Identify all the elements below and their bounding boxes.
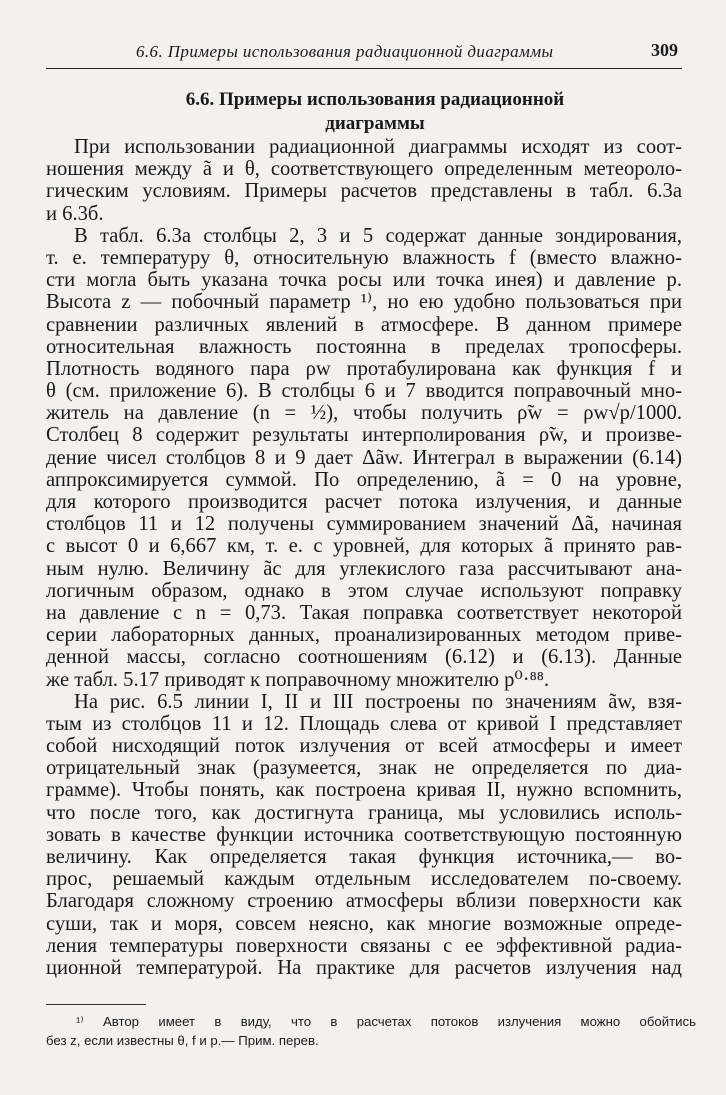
text-line: житель на давление (n = ½), чтобы получить ρ̃w = ρw√p/1000. — [46, 402, 682, 425]
running-head — [46, 40, 682, 69]
text-line: что после того, как достигнута граница, мы условились исполь- — [46, 801, 682, 824]
text-line: дение чисел столбцов 8 и 9 дает Δãw. Интеграл в выражении (6.14) — [46, 446, 682, 469]
text-line: т. е. температуру θ, относительную влажность f (вместо влажно- — [46, 246, 682, 269]
text-line: зовать в качестве функции источника соответствующую постоянную — [46, 823, 682, 846]
text-line: Благодаря сложному строению атмосферы вблизи поверхности как — [46, 890, 682, 913]
text-line: сти могла быть указана точка росы или точка инея) и давление p. — [46, 269, 682, 292]
text-line: с высот 0 и 6,667 км, т. е. с уровней, для которых ã принято рав- — [46, 535, 682, 558]
text-line: собой нисходящий поток излучения от всей атмосферы и имеет — [46, 735, 682, 758]
body-text — [46, 136, 682, 979]
footnote-rule — [46, 1004, 146, 1005]
text-line: ления температуры поверхности связаны с ее эффективной радиа- — [46, 934, 682, 957]
text-line: столбцов 11 и 12 получены суммированием значений Δã, начиная — [46, 513, 682, 536]
text-line: сравнении различных явлений в атмосфере. В данном примере — [46, 313, 682, 336]
text-line: ношения между ã и θ, соответствующего определенным метеороло- — [46, 158, 682, 181]
text-line: ционной температурой. На практике для расчетов излучения над — [46, 956, 682, 979]
text-line: денной массы, согласно соотношениям (6.12) и (6.13). Данные — [46, 646, 682, 669]
text-line: и 6.3б. — [46, 202, 104, 225]
footnote-line: без z, если известны θ, f и p.— Прим. перев. — [46, 1033, 319, 1048]
text-line: аппроксимируется суммой. По определению, ã = 0 на уровне, — [46, 468, 682, 491]
section-heading — [80, 88, 670, 136]
text-line: Столбец 8 содержит результаты интерполирования ρ̃w, и произве- — [46, 424, 682, 447]
page-number: 309 — [651, 40, 678, 60]
text-line: гическим условиям. Примеры расчетов представлены в табл. 6.3а — [46, 180, 682, 203]
text-line: прос, решаемый каждым отдельным исследователем по-своему. — [46, 868, 682, 891]
running-title: 6.6. Примеры использования радиационной диаграммы — [136, 42, 554, 61]
text-line: относительная влажность постоянна в пределах тропосферы. — [46, 335, 682, 358]
text-line: суши, так и моря, совсем неясно, как многие возможные опреде- — [46, 912, 682, 935]
text-line: тым из столбцов 11 и 12. Площадь слева от кривой I представляет — [46, 712, 682, 735]
footnote-line: ¹⁾ Автор имеет в виду, что в расчетах потоков излучения можно обойтись — [76, 1014, 696, 1029]
text-line: грамме). Чтобы понять, как построена кривая II, нужно вспомнить, — [46, 779, 682, 802]
text-line: отрицательный знак (разумеется, знак не определяется по диа- — [46, 757, 682, 780]
text-line: θ (см. приложение 6). В столбцы 6 и 7 вводится поправочный мно- — [46, 380, 682, 403]
text-line: серии лабораторных данных, проанализированных методом приве- — [46, 624, 682, 647]
text-line: ным нулю. Величину ãc для углекислого газа рассчитывают ана- — [46, 557, 682, 580]
text-line: для которого производится расчет потока излучения, и данные — [46, 491, 682, 513]
text-line: Плотность водяного пара ρw протабулирована как функция f и — [46, 357, 682, 380]
text-line: величину. Как определяется такая функция источника,— во- — [46, 846, 682, 868]
text-line: логичным образом, однако в этом случае используют поправку — [46, 579, 682, 602]
text-line: на давление с n = 0,73. Такая поправка соответствует некоторой — [46, 601, 682, 624]
text-line: же табл. 5.17 приводят к поправочному множителю p⁰·⁸⁸. — [46, 668, 550, 691]
text-line: При использовании радиационной диаграммы исходят из соот- — [74, 136, 682, 158]
section-heading-line: диаграммы — [325, 113, 425, 134]
section-heading-line: 6.6. Примеры использования радиационной — [185, 89, 565, 110]
text-line: На рис. 6.5 линии I, II и III построены по значениям ãw, взя- — [74, 690, 682, 713]
text-line: В табл. 6.3а столбцы 2, 3 и 5 содержат данные зондирования, — [74, 224, 682, 247]
footnote — [46, 1012, 696, 1050]
text-line: Высота z — побочный параметр ¹⁾, но ею удобно пользоваться при — [46, 291, 682, 314]
